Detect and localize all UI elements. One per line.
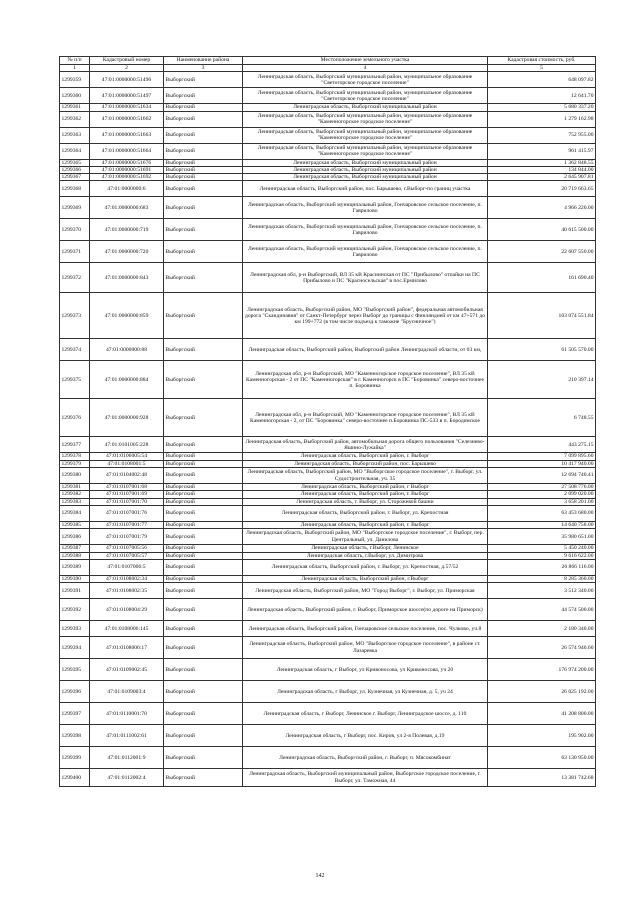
cadastral-number: 47:01:0000000:720 — [90, 241, 164, 263]
district-name: Выборгский — [164, 468, 243, 484]
cadastral-number: 47:01:0111002:61 — [90, 725, 164, 747]
district-name: Выборгский — [164, 181, 243, 197]
cadastral-value: 5 450 240.00 — [488, 545, 596, 552]
table-row — [60, 468, 596, 484]
cadastral-number: 47:01:0107001:77 — [90, 521, 164, 528]
table-row — [60, 498, 596, 505]
row-number: 1299387 — [60, 545, 90, 552]
cadastral-value: 63 130 950.00 — [488, 747, 596, 769]
location: Ленинградская область, Выборгский район, Выборгский район Ленинградской области, от 03 км, — [243, 339, 488, 361]
table-row — [60, 505, 596, 521]
cadastral-value: 134 844.00 — [488, 166, 596, 173]
cadastral-number: 47:01:0108001:5 — [90, 460, 164, 467]
row-number: 1299372 — [60, 263, 90, 293]
cadastral-value: 3 512 340.00 — [488, 583, 596, 599]
row-number: 1299365 — [60, 159, 90, 166]
cadastral-number: 47:01:0101005:228 — [90, 437, 164, 453]
row-number: 1299383 — [60, 498, 90, 505]
district-name: Выборгский — [164, 361, 243, 399]
row-number: 1299362 — [60, 111, 90, 127]
row-number: 1299366 — [60, 166, 90, 173]
cadastral-value: 3 658 201.00 — [488, 498, 596, 505]
row-number: 1299379 — [60, 460, 90, 467]
district-name: Выборгский — [164, 263, 243, 293]
header-location: Местоположение земельного участка — [243, 57, 488, 65]
row-number: 1299374 — [60, 339, 90, 361]
location: Ленинградская область, Выборгский муниципальный район, Гончаровское сельское поселение, п. Гаврилово — [243, 241, 488, 263]
district-name: Выборгский — [164, 197, 243, 219]
row-number: 1299394 — [60, 637, 90, 659]
district-name: Выборгский — [164, 621, 243, 637]
table-row — [60, 681, 596, 703]
district-name: Выборгский — [164, 575, 243, 582]
cadastral-number: 47:01:0112002:4 — [90, 769, 164, 787]
cadastral-value: 12 694 740.41 — [488, 468, 596, 484]
column-index-row — [60, 65, 596, 72]
cadastral-number: 47:01:0000000:51692 — [90, 174, 164, 181]
cadastral-value: 176 974 200.00 — [488, 659, 596, 681]
district-name: Выборгский — [164, 339, 243, 361]
cadastral-value: 26 025 192.00 — [488, 681, 596, 703]
district-name: Выборгский — [164, 143, 243, 159]
row-number: 1299396 — [60, 681, 90, 703]
cadastral-number: 47:01:0000000:859 — [90, 293, 164, 339]
cadastral-value: 41 208 800.00 — [488, 703, 596, 725]
location: Ленинградская область, г.Выборг, Ленинское — [243, 545, 488, 552]
location: Ленинградская область, Выборгский район, г. Выборг — [243, 521, 488, 528]
table-row — [60, 453, 596, 460]
cadastral-value: 10 417 940.00 — [488, 460, 596, 467]
table-row — [60, 219, 596, 241]
location: Ленинградская область, Выборгский район, МО "Город Выборг", г. Выборг, ул. Приморская — [243, 583, 488, 599]
cadastral-number: 47:01:0000000:843 — [90, 263, 164, 293]
row-number: 1299368 — [60, 181, 90, 197]
table-row — [60, 769, 596, 787]
row-number: 1299393 — [60, 621, 90, 637]
cadastral-value: 2 099 020.00 — [488, 491, 596, 498]
cadastral-value: 13 381 742.68 — [488, 769, 596, 787]
cadastral-number: 47:01:0107006:5 — [90, 559, 164, 575]
row-number: 1299391 — [60, 583, 90, 599]
table-row — [60, 552, 596, 559]
cadastral-number: 47:01:0109002:45 — [90, 659, 164, 681]
cadastral-number: 47:01:0110001:70 — [90, 703, 164, 725]
table-row — [60, 127, 596, 143]
district-name: Выборгский — [164, 559, 243, 575]
cadastral-number: 47:01:0107001:79 — [90, 529, 164, 545]
header-num: № п/п — [60, 57, 90, 65]
district-name: Выборгский — [164, 453, 243, 460]
cadastral-value: 1 362 848.55 — [488, 159, 596, 166]
cadastral-value: 9 616 622.00 — [488, 552, 596, 559]
district-name: Выборгский — [164, 725, 243, 747]
cadastral-number: 47:01:0106005:54 — [90, 453, 164, 460]
table-row — [60, 484, 596, 491]
location: Ленинградская область, Выборгский муниципальный район — [243, 174, 488, 181]
table-row — [60, 599, 596, 621]
table-row — [60, 174, 596, 181]
header-value: Кадастровая стоимость, руб. — [488, 57, 596, 65]
cadastral-value: 2 645 907.81 — [488, 174, 596, 181]
district-name: Выборгский — [164, 498, 243, 505]
location: Ленинградская область, Выборгский район, г. Выборг, Приморское шоссе(по дороге на Приморск) — [243, 599, 488, 621]
table-row — [60, 181, 596, 197]
cadastral-number: 47:01:0107001:70 — [90, 498, 164, 505]
cadastral-value-table — [59, 56, 596, 787]
district-name: Выборгский — [164, 166, 243, 173]
cadastral-value: 63 453 680.00 — [488, 505, 596, 521]
table-row — [60, 263, 596, 293]
location: Ленинградская область, Выборгский район, МО "Выборгский район", федеральная автомобильная дорога "Скандинавия" от Санкт-Петербург через Выборг до границы с Финляндией от км 47+571 до км 199+772 (в том числе подъезд к таможне "Брусничное") — [243, 293, 488, 339]
cadastral-number: 47:01:0108006:17 — [90, 637, 164, 659]
district-name: Выборгский — [164, 529, 243, 545]
row-number: 1299373 — [60, 293, 90, 339]
cadastral-number: 47:01:0107005:56 — [90, 545, 164, 552]
row-number: 1299370 — [60, 219, 90, 241]
table-row — [60, 621, 596, 637]
cadastral-number: 47:01:0000000:51497 — [90, 88, 164, 104]
header-row — [60, 57, 596, 65]
location: Ленинградская область, Выборгский муниципальный район, муниципальное образование "Каменногорское городское поселение" — [243, 127, 488, 143]
location: Ленинградская область, Выборгский район, г. Выборг — [243, 491, 488, 498]
table-row — [60, 460, 596, 467]
cadastral-value: 210 397.14 — [488, 361, 596, 399]
table-row — [60, 159, 596, 166]
cadastral-number: 47:01:0104002:48 — [90, 468, 164, 484]
row-number: 1299399 — [60, 747, 90, 769]
header-district: Наименование района — [164, 57, 243, 65]
row-number: 1299378 — [60, 453, 90, 460]
table-row — [60, 521, 596, 528]
table-row — [60, 72, 596, 88]
table-row — [60, 703, 596, 725]
location: Ленинградская область, Выборгский район, Гончаровское сельское поселение, пос. Чулково, уч.8 — [243, 621, 488, 637]
table-body — [60, 57, 596, 787]
district-name: Выборгский — [164, 703, 243, 725]
row-number: 1299363 — [60, 127, 90, 143]
cadastral-number: 47:01:0000000:51496 — [90, 72, 164, 88]
district-name: Выборгский — [164, 174, 243, 181]
cadastral-value: 1 279 162.98 — [488, 111, 596, 127]
row-number: 1299388 — [60, 552, 90, 559]
location: Ленинградская область, Выборгский муниципальный район, муниципальное образование "Каменногорское городское поселение" — [243, 111, 488, 127]
table-row — [60, 747, 596, 769]
table-row — [60, 437, 596, 453]
district-name: Выборгский — [164, 484, 243, 491]
cadastral-value: 4 966 220.00 — [488, 197, 596, 219]
cadastral-number: 47:01:0000000:884 — [90, 361, 164, 399]
district-name: Выборгский — [164, 159, 243, 166]
cadastral-number: 47:01:0000000:51634 — [90, 104, 164, 111]
cadastral-value: 103 074 551.84 — [488, 293, 596, 339]
page-number: 142 — [315, 873, 325, 879]
location: Ленинградская область, Выборгский муниципальный район, Выборгское городское поселение, г. Выборг, ул. Таможная, 44 — [243, 769, 488, 787]
location: Ленинградская обл, р-н Выборгский, МО "Каменногорское городское поселение", ВЛ 35 кВ Каменногорская - 2, от ПС "Боровинка" северо-восточнее п.Боровинка ПС-533 в п. Бородинское — [243, 399, 488, 437]
row-number: 1299397 — [60, 703, 90, 725]
row-number: 1299361 — [60, 104, 90, 111]
district-name: Выборгский — [164, 637, 243, 659]
cadastral-number: 47:01:0000000:51663 — [90, 127, 164, 143]
cadastral-value: 20 719 663.65 — [488, 181, 596, 197]
location: Ленинградская область, г Выборг, Ленинское г. Выборг, Ленинградское шоссе, д. 110 — [243, 703, 488, 725]
district-name: Выборгский — [164, 293, 243, 339]
cadastral-value: 26 574 940.60 — [488, 637, 596, 659]
row-number: 1299364 — [60, 143, 90, 159]
district-name: Выборгский — [164, 399, 243, 437]
row-number: 1299382 — [60, 491, 90, 498]
row-number: 1299380 — [60, 468, 90, 484]
column-index-cell: 3 — [164, 65, 243, 72]
cadastral-number: 47:01:0108002:35 — [90, 583, 164, 599]
district-name: Выборгский — [164, 219, 243, 241]
column-index-cell: 1 — [60, 65, 90, 72]
cadastral-number: 47:01:0000000:928 — [90, 399, 164, 437]
location: Ленинградская область, Выборгский район, пос. Барышево — [243, 460, 488, 467]
cadastral-number: 47:01:0000000:683 — [90, 197, 164, 219]
table-row — [60, 197, 596, 219]
district-name: Выборгский — [164, 505, 243, 521]
location: Ленинградская область, Выборгский муниципальный район — [243, 104, 488, 111]
cadastral-value: 61 505 570.00 — [488, 339, 596, 361]
column-index-cell: 5 — [488, 65, 596, 72]
table-row — [60, 583, 596, 599]
cadastral-number: 47:01:0107001:68 — [90, 484, 164, 491]
location: Ленинградская область, Выборгский район, г.Выборг — [243, 575, 488, 582]
district-name: Выборгский — [164, 72, 243, 88]
row-number: 1299359 — [60, 72, 90, 88]
location: Ленинградская область, Выборгский район, г. Выборг, п. Мясокомбинат — [243, 747, 488, 769]
location: Ленинградская область, Выборгский муниципальный район, муниципальное образование "Светогорское городское поселение" — [243, 72, 488, 88]
cadastral-value: 5 680 337.20 — [488, 104, 596, 111]
district-name: Выборгский — [164, 545, 243, 552]
row-number: 1299376 — [60, 399, 90, 437]
row-number: 1299377 — [60, 437, 90, 453]
table-row — [60, 491, 596, 498]
cadastral-value: 14 640 758.00 — [488, 521, 596, 528]
cadastral-number: 47:01:0000000:51676 — [90, 159, 164, 166]
table-row — [60, 111, 596, 127]
cadastral-number: 47:01:0000000:51662 — [90, 111, 164, 127]
row-number: 1299385 — [60, 521, 90, 528]
cadastral-number: 47:01:0000000:88 — [90, 339, 164, 361]
location: Ленинградская область, Выборгский район, МО "Выборгское городское поселение", г. Выборг, ул. Судостроительная, уч. 35 — [243, 468, 488, 484]
location: Ленинградская область, Выборгский муниципальный район, Гончаровское сельское поселение, п. Гаврилово — [243, 219, 488, 241]
location: Ленинградская область, Выборгский район, пос. Барышево, г.Выборг-по границ участка — [243, 181, 488, 197]
location: Ленинградская область, Выборгский район, г. Выборг, ул. Крепостная — [243, 505, 488, 521]
table-row — [60, 529, 596, 545]
row-number: 1299400 — [60, 769, 90, 787]
table-row — [60, 659, 596, 681]
location: Ленинградская область, г Выборг, ул Кривоносова, ул Кривоносова, уч 20 — [243, 659, 488, 681]
row-number: 1299389 — [60, 559, 90, 575]
cadastral-value: 752 955.00 — [488, 127, 596, 143]
district-name: Выборгский — [164, 681, 243, 703]
table-row — [60, 361, 596, 399]
location: Ленинградская область, г.Выборг, ул. Димитрова — [243, 552, 488, 559]
cadastral-number: 47:01:0112001:9 — [90, 747, 164, 769]
table-row — [60, 166, 596, 173]
district-name: Выборгский — [164, 104, 243, 111]
cadastral-value: 161 690.40 — [488, 263, 596, 293]
cadastral-number: 47:01:0107005:57 — [90, 552, 164, 559]
location: Ленинградская область, г. Выборг, ул. Сторожевой башни — [243, 498, 488, 505]
table-row — [60, 545, 596, 552]
district-name: Выборгский — [164, 241, 243, 263]
cadastral-number: 47:01:0000000:719 — [90, 219, 164, 241]
cadastral-value: 6 748.55 — [488, 399, 596, 437]
cadastral-number: 47:01:0108004:29 — [90, 599, 164, 621]
location: Ленинградская область, Выборгский район, автомобильная дорога общего пользования "Селезнево-Яшино-Лужайка" — [243, 437, 488, 453]
district-name: Выборгский — [164, 769, 243, 787]
location: Ленинградская область, Выборгский муниципальный район — [243, 159, 488, 166]
cadastral-number: 47:01:0107001:76 — [90, 505, 164, 521]
district-name: Выборгский — [164, 127, 243, 143]
row-number: 1299395 — [60, 659, 90, 681]
table-row — [60, 399, 596, 437]
cadastral-value: 961 415.97 — [488, 143, 596, 159]
cadastral-value: 44 574 500.00 — [488, 599, 596, 621]
cadastral-number: 47:01:0107001:69 — [90, 491, 164, 498]
row-number: 1299386 — [60, 529, 90, 545]
cadastral-number: 47:01:0109003:4 — [90, 681, 164, 703]
cadastral-number: 47:01:0000000:51691 — [90, 166, 164, 173]
table-row — [60, 339, 596, 361]
location: Ленинградская обл, р-н Выборгский, МО "Каменногорское городское поселение", ВЛ 35 кВ Каменногорская - 2 от ПС "Каменногорская" в г. Каменногорск в ПС "Боровинка" северо-восточнее п. Боровинка — [243, 361, 488, 399]
location: Ленинградская область, Выборгский муниципальный район, Гончаровское сельское поселение, п. Гаврилово — [243, 197, 488, 219]
table-row — [60, 293, 596, 339]
district-name: Выборгский — [164, 491, 243, 498]
cadastral-number: 47:01:0000000:6 — [90, 181, 164, 197]
cadastral-value: 8 285 360.00 — [488, 575, 596, 582]
column-index-cell: 4 — [243, 65, 488, 72]
location: Ленинградская область, Выборгский муниципальный район, муниципальное образование "Светогорское городское поселение" — [243, 88, 488, 104]
location: Ленинградская область, г Выборг, пос. Киров, ул 2-я Полевая, д.19 — [243, 725, 488, 747]
district-name: Выборгский — [164, 460, 243, 467]
cadastral-number: 47:01:0108006:145 — [90, 621, 164, 637]
cadastral-value: 7 099 895.60 — [488, 453, 596, 460]
table-row — [60, 575, 596, 582]
cadastral-value: 12 641.70 — [488, 88, 596, 104]
header-cadastral: Кадастровый номер — [90, 57, 164, 65]
table-row — [60, 725, 596, 747]
location: Ленинградская область, Выборгский район, г. Выборг, ул. Крепостная, д.57/52 — [243, 559, 488, 575]
row-number: 1299392 — [60, 599, 90, 621]
cadastral-value: 26 866 116.00 — [488, 559, 596, 575]
table-row — [60, 559, 596, 575]
location: Ленинградская область, Выборгский муниципальный район, муниципальное образование "Каменногорское городское поселение" — [243, 143, 488, 159]
district-name: Выборгский — [164, 583, 243, 599]
cadastral-value: 35 980 651.00 — [488, 529, 596, 545]
district-name: Выборгский — [164, 111, 243, 127]
row-number: 1299381 — [60, 484, 90, 491]
row-number: 1299367 — [60, 174, 90, 181]
district-name: Выборгский — [164, 552, 243, 559]
cadastral-number: 47:01:0108002:34 — [90, 575, 164, 582]
table-row — [60, 241, 596, 263]
location: Ленинградская область, Выборгский район, МО "Выборгское городское поселение", в районе ст. Лазаревка — [243, 637, 488, 659]
row-number: 1299375 — [60, 361, 90, 399]
district-name: Выборгский — [164, 437, 243, 453]
district-name: Выборгский — [164, 659, 243, 681]
district-name: Выборгский — [164, 521, 243, 528]
district-name: Выборгский — [164, 599, 243, 621]
cadastral-value: 22 607 550.00 — [488, 241, 596, 263]
table-row — [60, 637, 596, 659]
table-row — [60, 143, 596, 159]
location: Ленинградская область, Выборгский район, г. Выборг — [243, 453, 488, 460]
row-number: 1299390 — [60, 575, 90, 582]
location: Ленинградская область, Выборгский район, МО "Выборгское городское поселение", г. Выборг, пер. Центральный, ул. Данилова — [243, 529, 488, 545]
table-row — [60, 104, 596, 111]
district-name: Выборгский — [164, 747, 243, 769]
row-number: 1299371 — [60, 241, 90, 263]
location: Ленинградская область, г Выборг, ул. Кузнечная, ул Кузнечная, д. 5, уч 24 — [243, 681, 488, 703]
row-number: 1299384 — [60, 505, 90, 521]
cadastral-value: 648 097.82 — [488, 72, 596, 88]
row-number: 1299398 — [60, 725, 90, 747]
cadastral-value: 443 275.15 — [488, 437, 596, 453]
cadastral-value: 195 902.00 — [488, 725, 596, 747]
location: Ленинградская область, Выборгский район, г Выборг — [243, 484, 488, 491]
cadastral-value: 27 508 776.00 — [488, 484, 596, 491]
cadastral-value: 40 615 500.00 — [488, 219, 596, 241]
location: Ленинградская область, Выборгский муниципальный район — [243, 166, 488, 173]
column-index-cell: 2 — [90, 65, 164, 72]
row-number: 1299369 — [60, 197, 90, 219]
table-row — [60, 88, 596, 104]
cadastral-number: 47:01:0000000:51664 — [90, 143, 164, 159]
district-name: Выборгский — [164, 88, 243, 104]
cadastral-value: 2 180 340.00 — [488, 621, 596, 637]
location: Ленинградская обл, р-н Выборгский, ВЛ 35 кВ Краснинская от ПС "Прибылово" отпайки на ПС Прибылово и ПС "Красносельская" в пос.Ермилово — [243, 263, 488, 293]
row-number: 1299360 — [60, 88, 90, 104]
